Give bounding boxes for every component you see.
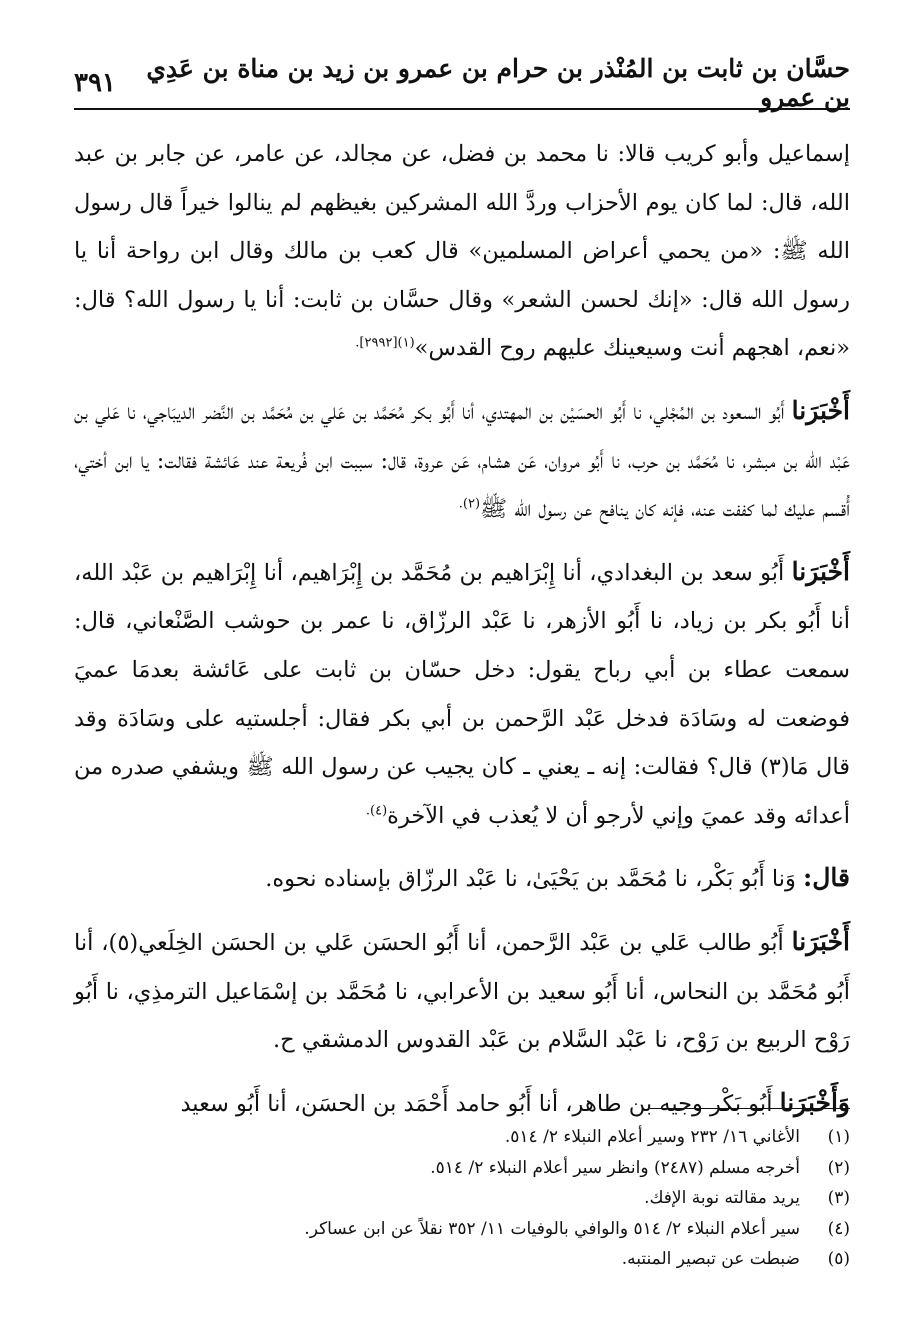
- running-header: [74, 54, 850, 112]
- paragraph-text: وَنا أَبُو بَكْر، نا مُحَمَّد بن يَحْيَىٰ، نا عَبْد الرزّاق بإسناده نحوه.: [265, 866, 796, 893]
- page-number: ٣٩١: [74, 68, 116, 98]
- footnote-text: يريد مقالته نوبة الإفك.: [644, 1188, 800, 1208]
- footnote-text: سير أعلام النبلاء ٢/ ٥١٤ والوافي بالوفيات ١١/ ٣٥٢ نقلاً عن ابن عساكر.: [304, 1218, 800, 1239]
- paragraph-text: أَبُو سعد بن البغدادي، أنا إِبْرَاهيم بن مُحَمَّد بن إِبْرَاهيم، أنا إِبْرَاهيم بن عَبْد الله، أنا أَبُو بكر بن زياد، نا أَبُو الأزهر، نا عَبْد الرزّاق، نا عمر بن حوشب الصَّنْعاني، قال: سمعت عطاء بن أبي رباح يقول: دخل حسّان بن ثابت على عَائشة بعدمَا عميَ فوضعت له وسَادَة فدخل عَبْد الرَّحمن بن أبي بكر فقال: أجلستيه على وسَادَة وقد قال مَا(٣) قال؟ فقالت: إنه ـ يعني ـ كان يجيب عن رسول الله ﷺ ويشفي صدره من أعدائه وقد عميَ وإني لأرجو أن لا يُعذب في الآخرة: [74, 559, 851, 829]
- footnotes: [74, 1122, 850, 1275]
- footnote-ref: (١)[٢٩٩٢].: [355, 335, 415, 351]
- paragraph: [74, 1079, 850, 1129]
- paragraph-lead: أَخْبَرَنا: [791, 395, 850, 425]
- paragraph: [74, 130, 850, 373]
- footnote-number: (١): [827, 1127, 850, 1147]
- paragraph-lead: أَخْبَرَنا: [791, 926, 850, 956]
- main-text: [74, 130, 850, 1128]
- footnote: [74, 1244, 850, 1275]
- footnote-number: (٤): [827, 1218, 850, 1239]
- paragraph-lead: قال:: [803, 863, 850, 893]
- paragraph: [74, 918, 850, 1065]
- paragraph-text: أَبُو بَكْر وجيه بن طاهر، أنا أَبُو حامد أَحْمَد بن الحسَن، أنا أَبُو سعيد: [180, 1090, 773, 1117]
- footnote-ref: (٤).: [365, 803, 388, 819]
- paragraph-text: أَبُو السعود بن المُجْلي، نا أَبُو الحسَيْن بن المهتدي، أنا أَبُو بكر مُحَمَّد بن عَلي بن مُحَمَّد بن النَّضر الديبَاجي، نا عَلي بن عَبْد الله بن مبشر، نا مُحَمَّد بن حرب، نا أَبُو مروان، عَن هشام، عَن عروة، قال: سببت ابن فُريعة عند عَائشة فقالت: يا ابن أختي، أُقسم عليك لما كففت عنه، فإنه كان ينافح عن رسول الله ﷺ: [74, 398, 850, 523]
- footnote-text: الأغاني ١٦/ ٢٣٢ وسير أعلام النبلاء ٢/ ٥١٤.: [504, 1127, 800, 1147]
- paragraph-text: أَبُو طالب عَلي بن عَبْد الرَّحمن، أنا أَبُو الحسَن عَلي بن الحسَن الخِلَعي(٥)، أنا أَبُو مُحَمَّد بن النحاس، أنا أَبُو سعيد بن الأعرابي، نا مُحَمَّد بن إسْمَاعيل الترمذِي، نا أَبُو رَوْح الربيع بن رَوْح، نا عَبْد السَّلام بن عَبْد القدوس الدمشقي ح.: [74, 929, 850, 1054]
- footnote-ref: (٢).: [458, 496, 481, 512]
- paragraph: [74, 548, 850, 841]
- footnote-number: (٢): [827, 1157, 850, 1178]
- footnote: [74, 1122, 850, 1153]
- footnote-number: (٣): [827, 1188, 850, 1208]
- footnote: [74, 1214, 850, 1245]
- footnote-text: ضبطت عن تبصير المنتبه.: [621, 1249, 800, 1269]
- paragraph: [74, 387, 850, 534]
- footnote-number: (٥): [827, 1249, 850, 1269]
- paragraph-lead: أَخْبَرَنا: [791, 556, 850, 586]
- footnote: [74, 1153, 850, 1184]
- footnote-divider: [650, 1108, 850, 1109]
- footnote-text: أخرجه مسلم (٢٤٨٧) وانظر سير أعلام النبلاء ٢/ ٥١٤.: [430, 1157, 800, 1178]
- footnote: [74, 1183, 850, 1214]
- paragraph: [74, 854, 850, 904]
- paragraph-text: إسماعيل وأبو كريب قالا: نا محمد بن فضل، عن مجالد، عن عامر، عن جابر بن عبد الله، قال: لما كان يوم الأحزاب وردَّ الله المشركين بغيظهم لم ينالوا خيراً قال رسول الله ﷺ: «من يحمي أعراض المسلمين» قال كعب بن مالك وقال ابن رواحة أنا يا رسول الله قال: «إنك لحسن الشعر» وقال حسَّان بن ثابت: أنا يا رسول الله؟ قال: «نعم، اهجهم أنت وسيعينك عليهم روح القدس»: [74, 141, 850, 362]
- header-title: حسَّان بن ثابت بن المُنْذر بن حرام بن عمرو بن زيد بن مناة بن عَدِي بن عمرو: [146, 54, 850, 112]
- paragraph-lead: وَأَخْبَرَنا: [779, 1087, 850, 1117]
